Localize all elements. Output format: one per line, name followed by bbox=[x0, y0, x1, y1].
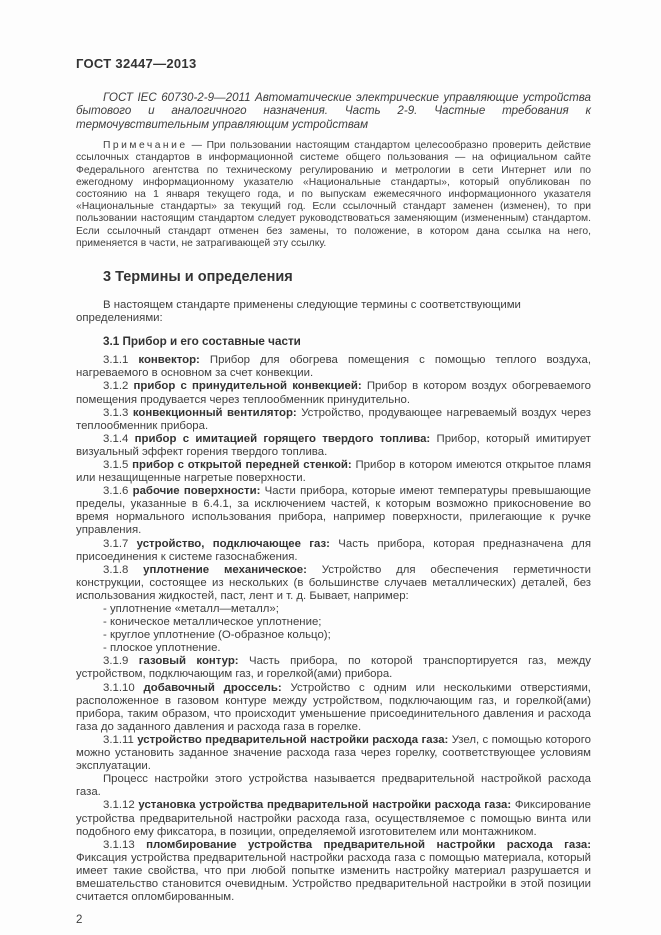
term-name: конвектор: bbox=[138, 354, 200, 367]
term-number: 3.1.1 bbox=[103, 354, 139, 367]
term-definition bbox=[76, 839, 591, 904]
term-name: пломбирование устройства предварительной настройки расхода газа: bbox=[146, 838, 591, 851]
term-number: 3.1.13 bbox=[103, 838, 147, 851]
term-name: прибор с открытой передней стенкой: bbox=[132, 458, 352, 471]
term-definition bbox=[76, 734, 591, 773]
term-name: рабочие поверхности: bbox=[132, 485, 261, 498]
term-definition-text: Узел, с помощью которого можно установить заданное значение расхода газа через горелку, соответствующее условиям эксплуатации. bbox=[76, 733, 591, 773]
term-definition bbox=[76, 354, 591, 380]
term-definition-text: Части прибора, которые имеют температуры превышающие пределы, указанные в 6.4.1, за исключением частей, к которым возможно прикосновение во время нормального использования прибора, например поверхности, прилегающие к ручке управления. bbox=[76, 485, 592, 537]
terms-list bbox=[76, 354, 591, 904]
term-definition-text: Фиксация устройства предварительной настройки расхода газа с помощью материала, который имеет такие свойства, что при любой попытке изменить настройку материал разрушается и вмешательство становится очевидным. Устройство предварительной настройки в этой позиции считается опломбированным. bbox=[76, 851, 591, 904]
term-number: 3.1.9 bbox=[103, 655, 139, 668]
term-definition bbox=[76, 485, 591, 537]
term-definition-text: Устройство, продувающее нагреваемый воздух через теплообменник прибора. bbox=[76, 406, 592, 432]
term-definition bbox=[76, 538, 591, 564]
term-number: 3.1.11 bbox=[103, 733, 138, 746]
doc-number-header: ГОСТ 32447—2013 bbox=[76, 56, 197, 71]
term-definition-text: Часть прибора, по которой транспортируется газ, между устройством, подключающим газ, и горелкой(ами) прибора. bbox=[76, 655, 591, 681]
term-name: устройство предварительной настройки расхода газа: bbox=[137, 733, 449, 746]
term-definition bbox=[76, 682, 591, 734]
term-number: 3.1.6 bbox=[103, 485, 133, 498]
term-definition-text: Устройство для обеспечения герметичности конструкции, состоящее из нескольких (в большинстве случаев металлических) деталей, без использования жидкостей, паст, лент и т. д. Бывает, например: bbox=[76, 563, 591, 602]
term-number: 3.1.5 bbox=[103, 458, 133, 471]
subsection-heading: 3.1 Прибор и его составные части bbox=[103, 335, 301, 349]
note-paragraph bbox=[76, 140, 591, 250]
term-number: 3.1.2 bbox=[103, 380, 134, 393]
section-intro: В настоящем стандарте применены следующие термины с соответствующими определениями: bbox=[76, 299, 521, 325]
term-definition-text: Фиксирование устройства предварительной настройки расхода газа, осуществляемое с помощью винта или подобного ему фиксатора, в позиции, определяемой изготовителем или монтажником. bbox=[76, 799, 591, 838]
term-definition-text: Прибор для обогрева помещения с помощью теплого воздуха, нагреваемого в основном за счет конвекции. bbox=[76, 354, 592, 380]
term-definition-text: Прибор в котором воздух обогреваемого помещения продувается через теплообменник принудительно. bbox=[76, 380, 592, 406]
term-definition bbox=[76, 655, 591, 681]
term-name: конвекционный вентилятор: bbox=[132, 406, 297, 419]
term-definition bbox=[76, 380, 591, 406]
term-name: прибор с принудительной конвекцией: bbox=[133, 380, 362, 393]
term-definition-text: Устройство с одним или несколькими отверстиями, расположенное в газовом контуре между устройством, подключающим газ, и горелкой(ами) прибора, таким образом, что происходит уменьшение присоединительного давления и расхода газа до заданного давления и расхода газа в горелке. bbox=[76, 681, 591, 733]
note-label: Примечание bbox=[103, 140, 188, 152]
term-definition bbox=[76, 433, 591, 459]
term-definition bbox=[76, 407, 591, 433]
term-number: 3.1.8 bbox=[103, 563, 144, 576]
term-name: газовый контур: bbox=[138, 655, 239, 668]
term-name: прибор с имитацией горящего твердого топлива: bbox=[134, 432, 431, 445]
term-number: 3.1.10 bbox=[103, 681, 144, 694]
term-number: 3.1.3 bbox=[103, 406, 133, 419]
definition-list-item: - плоское уплотнение. bbox=[103, 642, 221, 655]
term-definition-text: Прибор, который имитирует визуальный эффект горения твердого топлива. bbox=[76, 432, 591, 458]
term-definition-text: Часть прибора, которая предназначена для присоединения к системе газоснабжения. bbox=[76, 537, 591, 563]
term-definition bbox=[76, 799, 591, 838]
definition-list-item: - уплотнение «металл—металл»; bbox=[103, 603, 279, 616]
referenced-standard-paragraph: ГОСТ IEC 60730-2-9—2011 Автоматические электрические управляющие устройства бытового и аналогичного назначения. Часть 2-9. Частные требования к термочувствительным управляющим устройствам bbox=[76, 91, 591, 131]
term-number: 3.1.7 bbox=[103, 537, 137, 550]
definition-list-item: - круглое уплотнение (О-образное кольцо); bbox=[103, 629, 331, 642]
term-definition-text: Прибор в котором имеются открытое пламя или незащищенные нагретые поверхности. bbox=[76, 458, 592, 485]
term-name: устройство, подключающее газ: bbox=[136, 537, 330, 550]
term-extra-paragraph: Процесс настройки этого устройства называется предварительной настройкой расхода газа. bbox=[76, 773, 591, 799]
page-number: 2 bbox=[76, 914, 83, 927]
section-heading: 3 Термины и определения bbox=[103, 269, 293, 286]
term-name: добавочный дроссель: bbox=[143, 681, 282, 694]
term-name: уплотнение механическое: bbox=[143, 563, 307, 576]
note-text: — При пользовании настоящим стандартом целесообразно проверить действие ссылочных стандартов в информационной системе общего пользования — на официальном сайте Федерального агентства по техническому регулированию и метрологии в сети Интернет или по ежегодному информационному указателю «Национальные стандарты», который опубликован по состоянию на 1 января текущего года, и по выпускам ежемесячного информационного указателя «Национальные стандарты» за текущий год. Если ссылочный стандарт заменен (изменен), то при пользовании настоящим стандартом следует руководствоваться заменяющим (измененным) стандартом. Если ссылочный стандарт отменен без замены, то положение, в котором дана ссылка на него, применяется в части, не затрагивающей эту ссылку. bbox=[76, 140, 591, 249]
term-definition bbox=[76, 459, 591, 485]
term-number: 3.1.4 bbox=[103, 432, 135, 445]
term-number: 3.1.12 bbox=[103, 799, 139, 812]
definition-list-item: - коническое металлическое уплотнение; bbox=[103, 616, 322, 629]
term-definition bbox=[76, 564, 591, 603]
term-name: установка устройства предварительной настройки расхода газа: bbox=[138, 799, 512, 812]
